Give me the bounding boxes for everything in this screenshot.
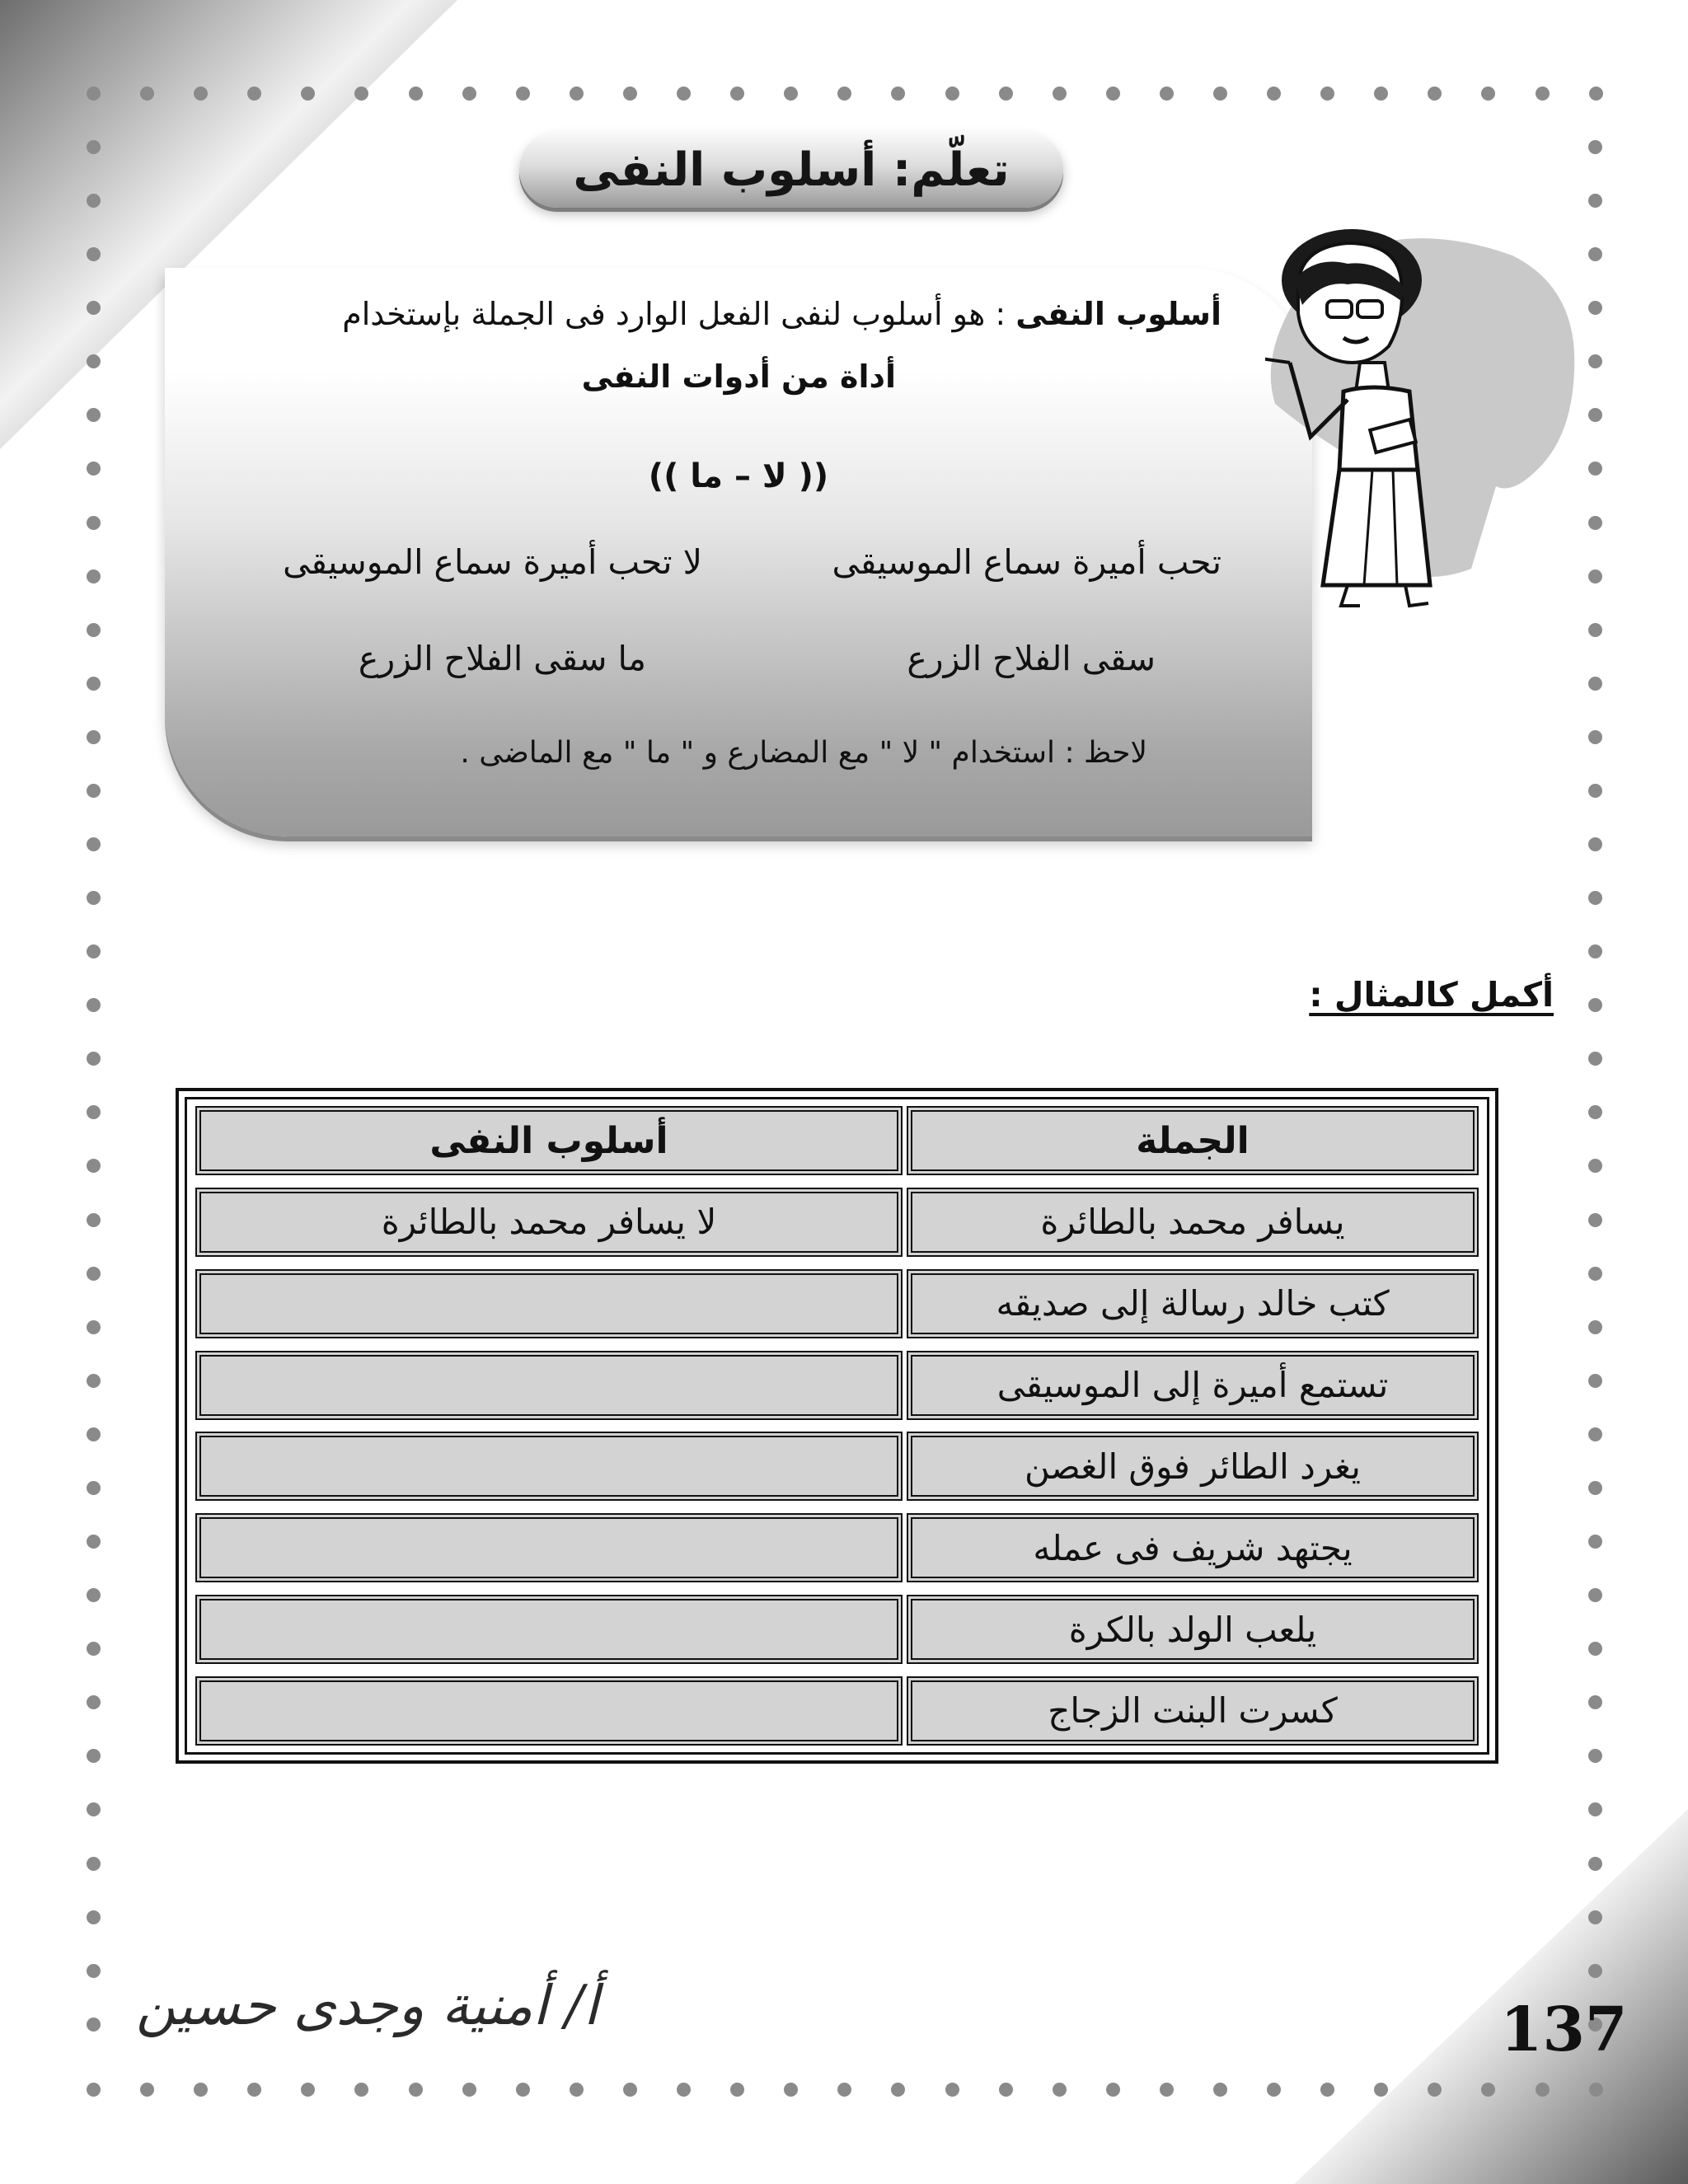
title-banner [519, 132, 1063, 208]
header-negation: أسلوب النفى [195, 1106, 903, 1175]
table-header-row [195, 1106, 1479, 1175]
dotted-border-left [85, 140, 101, 2032]
dotted-border-right [1587, 140, 1603, 2032]
negation-cell: لا يسافر محمد بالطائرة [195, 1188, 903, 1257]
header-sentence: الجملة [907, 1106, 1479, 1175]
negation-answer-field[interactable] [195, 1432, 903, 1501]
definition-continuation: أداة من أدوات النفى [581, 359, 896, 395]
dotted-border-bottom [87, 2081, 1603, 2097]
example-negated-1: لا تحب أميرة سماع الموسيقى [283, 542, 702, 582]
negation-answer-field[interactable] [195, 1351, 903, 1420]
negation-answer-field[interactable] [195, 1676, 903, 1746]
exercise-instruction: أكمل كالمثال : [1309, 975, 1554, 1015]
negation-tools: (( لا – ما )) [648, 457, 829, 495]
sentence-cell: تستمع أميرة إلى الموسيقى [907, 1351, 1479, 1420]
table-row [195, 1676, 1479, 1746]
table-row [195, 1595, 1479, 1664]
negation-answer-field[interactable] [195, 1513, 903, 1582]
table-row [195, 1269, 1479, 1338]
sentence-cell: كتب خالد رسالة إلى صديقه [907, 1269, 1479, 1338]
negation-answer-field[interactable] [195, 1595, 903, 1664]
sentence-cell: كسرت البنت الزجاج [907, 1676, 1479, 1746]
definition-term: أسلوب النفى [1015, 296, 1221, 332]
definition-body: : هو أسلوب لنفى الفعل الوارد فى الجملة بإستخدام [342, 296, 1016, 332]
example-negated-2: ما سقى الفلاح الزرع [358, 639, 646, 678]
negation-answer-field[interactable] [195, 1269, 903, 1338]
page-title: تعلّم: أسلوب النفى [573, 143, 1010, 197]
table-row [195, 1432, 1479, 1501]
sentence-cell: يغرد الطائر فوق الغصن [907, 1432, 1479, 1501]
lesson-info-box [165, 268, 1312, 837]
table-row [195, 1351, 1479, 1420]
dotted-border-top [87, 85, 1603, 101]
author-signature: أ/ أمنية وجدى حسين [136, 1974, 599, 2037]
example-sentence-1: تحب أميرة سماع الموسيقى [832, 542, 1221, 582]
page-number: 137 [1500, 1994, 1628, 2065]
sentence-cell: يسافر محمد بالطائرة [907, 1188, 1479, 1257]
definition-text [342, 291, 1221, 337]
bottom-right-corner-decoration [1294, 1809, 1688, 2184]
teacher-icon [1265, 223, 1582, 626]
table-row [195, 1513, 1479, 1582]
sentence-cell: يجتهد شريف فى عمله [907, 1513, 1479, 1582]
exercise-table [176, 1088, 1498, 1764]
sentence-cell: يلعب الولد بالكرة [907, 1595, 1479, 1664]
table-row [195, 1188, 1479, 1257]
example-sentence-2: سقى الفلاح الزرع [907, 639, 1156, 678]
usage-note: لاحظ : استخدام " لا " مع المضارع و " ما " مع الماضى . [460, 736, 1147, 770]
